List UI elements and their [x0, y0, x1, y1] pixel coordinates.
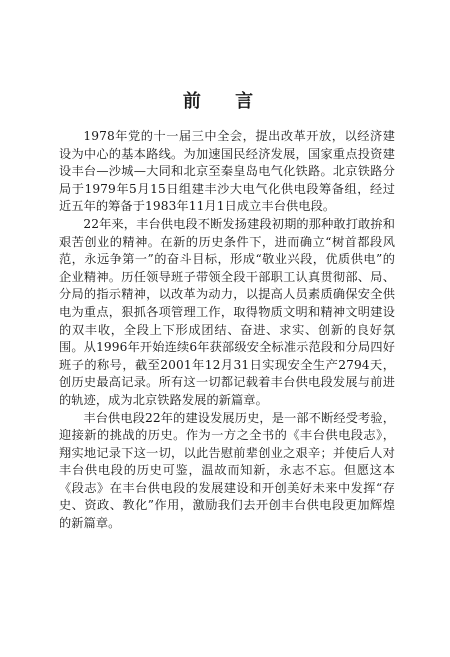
page-title: 前 言: [182, 91, 268, 112]
paragraph-2: 22年来，丰台供电段不断发扬建段初期的那种敢打敢拚和艰苦创业的精神。在新的历史条件下，进而确立“树首都段风范，永远争第一”的奋斗目标，形成“敬业兴段，优质供电”的企业精神。历任领导班子带领全段干部职工认真贯彻部、局、分局的指示精神，以改革为动力，以提高人员素质确保安全供电为重点，狠抓各项管理工作，取得物质文明和精神文明建设的双丰收，全段上下形成团结、奋进、求实、创新的良好氛围。从1996年开始连续6年获部级安全标准示范段和分局四好班子的称号，截至2001年12月31日实现安全生产2794天，创历史最高记录。所有这一切都记载着丰台供电段发展与前进的轨迹，成为北京铁路发展的新篇章。: [59, 216, 395, 407]
paragraph-3: 丰台供电段22年的建设发展历史，是一部不断经受考验，迎接新的挑战的历史。作为一方之全书的《丰台供电段志》，翔实地记录下这一切，以此告慰前辈创业之艰辛；并使后人对丰台供电段的历史可鉴，温故而知新，永志不忘。但愿这本《段志》在丰台供电段的发展建设和开创美好未来中发挥“存史、资政、教化”作用，激励我们去开创丰台供电段更加辉煌的新篇章。: [59, 410, 395, 531]
preface-body: [59, 128, 395, 533]
paragraph-1: 1978年党的十一届三中全会，提出改革开放，以经济建设为中心的基本路线。为加速国民经济发展，国家重点投资建设丰台—沙城—大同和北京至秦皇岛电气化铁路。北京铁路分局于1979年5月15日组建丰沙大电气化供电段筹备组，经过近五年的筹备于1983年11月1日成立丰台供电段。: [59, 129, 395, 214]
